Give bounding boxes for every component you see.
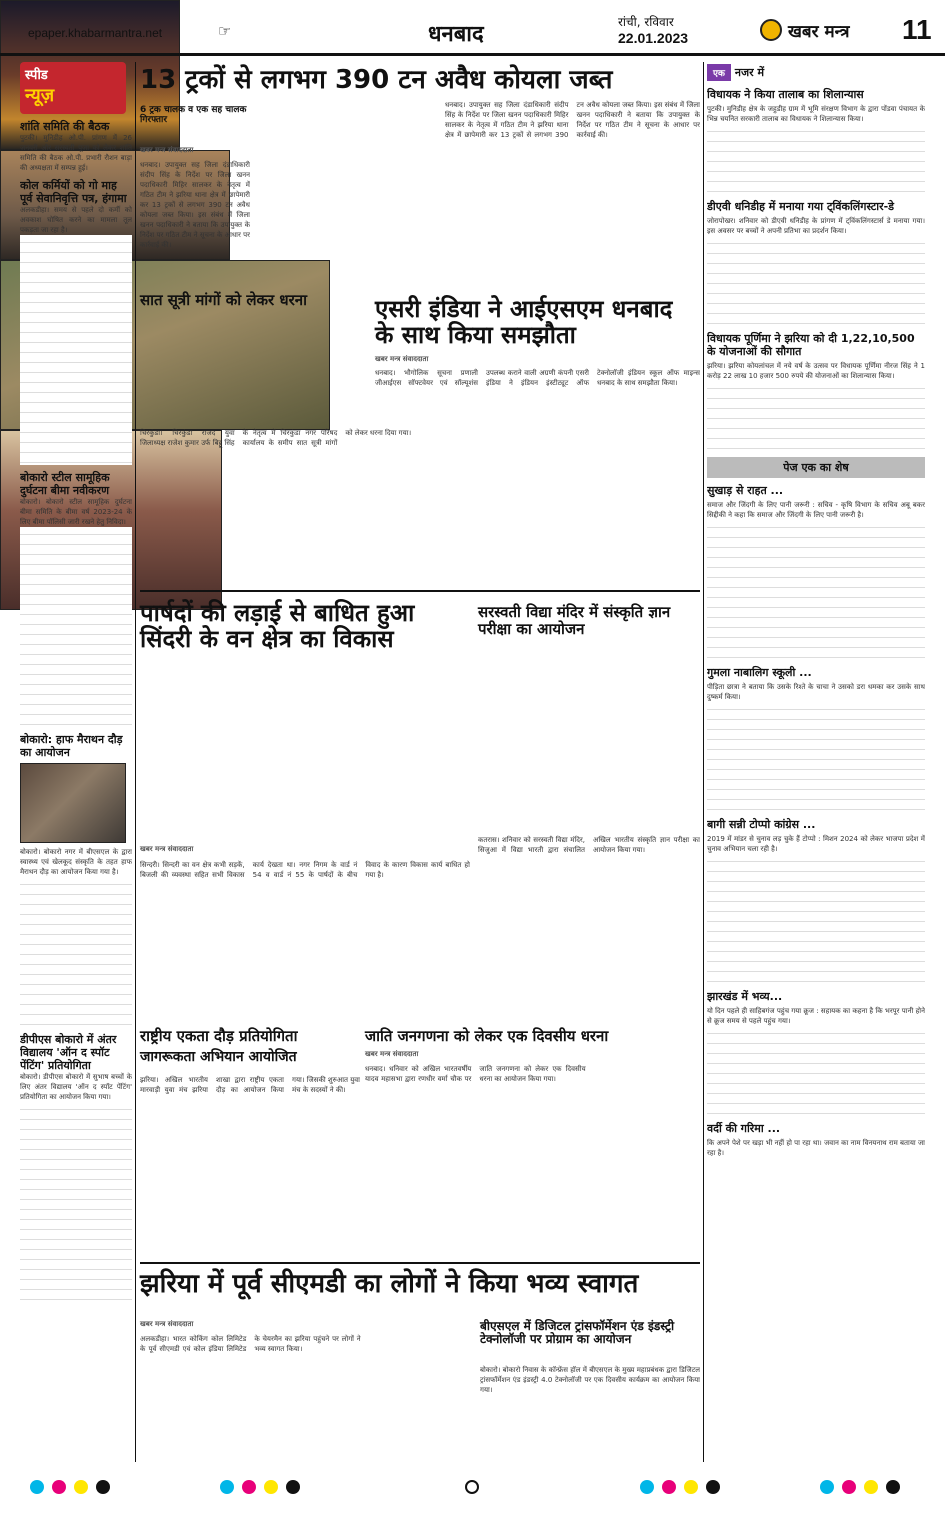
news-label: न्यूज़ — [25, 85, 55, 106]
byline: खबर मन्त्र संवाददाता — [365, 1050, 419, 1058]
marathon-photo — [20, 763, 126, 843]
brief-text-filler — [707, 381, 925, 451]
column-divider — [135, 62, 136, 1462]
remainder-title[interactable]: बागी सन्नी टोप्पो कांग्रेस ... — [707, 818, 816, 831]
brief-title: डीपीएस बोकारो में अंतर विद्यालय 'ऑन द स्पॉट पेंटिंग' प्रतियोगिता — [20, 1033, 117, 1072]
brief-text: बोकारो। बोकारो स्टील सामूहिक दुर्घटना बीमा समिति के बीमा वर्ष 2023-24 के लिए बीमा पॉलिसी जारी रखने हेतु निविदा। — [20, 498, 132, 526]
brief-title: बोकारो स्टील सामूहिक दुर्घटना बीमा नवीकरण — [20, 471, 110, 497]
brief-text-filler — [707, 702, 925, 812]
brief-text-filler — [20, 235, 132, 465]
brief-text-filler — [707, 520, 925, 660]
essar-article-text: धनबाद। भौगोलिक सूचना प्रणाली जीआईएस सॉफ्टवेयर एवं सॉल्यूशंस उपलब्ध कराने वाली अग्रणी कंपनी एसरी इंडिया ने इंडियन इंस्टीट्यूट ऑफ टेक्नोलॉजी इंडियन स्कूल ऑफ माइन्स धनबाद के साथ समझौता किया। — [375, 369, 700, 387]
brief-text: अलकडीहा। समय से पहले दो कर्मी को अवकाश घोषित करने का मामला तूल पकड़ता जा रहा है। — [20, 206, 132, 234]
cyan-dot — [820, 1480, 834, 1494]
lead-headline[interactable]: 13 ट्रकों से लगभग 390 टन अवैध कोयला जब्त — [140, 65, 613, 95]
right-item-title[interactable]: डीएवी धनिडीह में मनाया गया ट्विंकलिंगस्टार-डे — [707, 200, 895, 213]
jati-headline[interactable]: जाति जनगणना को लेकर एक दिवसीय धरना — [365, 1027, 609, 1045]
right-item-text: पुटकी। मुनिडीह क्षेत्र के जहुडीह ग्राम में भूमि संरक्षण विभाग के द्वारा पोंडवा पंचायत के भिन्न चयनित सरकारी तालाब का विधायक ने शिलान्यास किया। — [707, 105, 925, 123]
remainder-text: 2019 में मांडर से चुनाव लड़ चुके हैं टोप्पो : मिशन 2024 को लेकर भाजपा प्रदेश में चुनाव अभियान चला रही है। — [707, 835, 925, 853]
remainder-title[interactable]: झारखंड में भव्य... — [707, 990, 783, 1003]
ek-tag: एक — [707, 64, 731, 81]
remainder-text: यो दिन पहले ही साहिबगंज पहुंच गया क्रूज : सहायक का कहना है कि भरपूर पानी होने से क्रूज समय से पहले पहुंच गया। — [707, 1007, 925, 1025]
brief-text-filler — [20, 527, 132, 727]
pointer-icon: ☞ — [218, 22, 232, 40]
brief-text-filler — [20, 1102, 132, 1302]
column-divider — [703, 62, 704, 1462]
dharna-article-text: चिरकुंडा। चिरकुंडा राजद युवा जिलाध्यक्ष राजेश कुमार उर्फ बिट्टू सिंह के नेतृत्व में चिरकुंडा नगर परिषद कार्यालय के समीप सात सूत्री मांगों को लेकर धरना दिया गया। — [140, 429, 412, 447]
right-item-text: झरिया। झरिया कोयलांचल में नये वर्ष के उत्सव पर विधायक पूर्णिमा नीरज सिंह ने 1 करोड़ 22 लाख 10 हजार 500 रुपये की योजनाओं का शिलान्यास किया। — [707, 362, 925, 380]
dharna-headline[interactable]: सात सूत्री मांगों को लेकर धरना — [140, 291, 307, 309]
speed-label: स्पीड — [25, 68, 48, 83]
crosshair-icon — [465, 1480, 479, 1494]
saraswati-article-text: कतरास। शनिवार को सरस्वती विद्या मंदिर, सिजुआ में विद्या भारती द्वारा संचालित अखिल भारतीय संस्कृति ज्ञान परीक्षा का आयोजन किया गया। — [478, 836, 700, 854]
remainder-text: कि अपने पेशे पर खड़ा भी नहीं हो पा रहा था। जवान का नाम विनयनाथ राम बताया जा रहा है। — [707, 1139, 925, 1157]
bsl-article-text: बोकारो। बोकारो निवास के कॉन्फ्रेंस हॉल में बीएसएल के मुख्य महाप्रबंधक द्वारा डिजिटल ट्रांसफॉर्मेशन एंड इंडस्ट्री 4.0 टेक्नोलॉजी पर एक दिवसीय कार्यक्रम का आयोजन किया गया। — [480, 1366, 700, 1394]
remainder-text: समाज और जिंदगी के लिए पानी जरूरी : सचिव - कृषि विभाग के सचिव अबू बकर सिद्दीकी ने कहा कि समाज और जिंदगी के लिए पानी जरूरी है। — [707, 501, 925, 519]
yellow-dot — [264, 1480, 278, 1494]
remainder-text: पीड़िता छात्रा ने बताया कि उसके रिश्ते के चाचा ने उसको डरा धमका कर उसके साथ दुष्कर्म किया। — [707, 683, 925, 701]
ek-nazar-header — [707, 62, 925, 82]
black-dot — [706, 1480, 720, 1494]
magenta-dot — [52, 1480, 66, 1494]
brief-text-filler — [707, 236, 925, 326]
right-item-title[interactable]: विधायक पूर्णिमा ने झरिया को दी 1,22,10,500 के योजनाओं की सौगात — [707, 332, 915, 358]
epaper-url[interactable]: epaper.khabarmantra.net — [28, 26, 163, 40]
jharia-headline[interactable]: झरिया में पूर्व सीएमडी का लोगों ने किया भव्य स्वागत — [140, 1269, 639, 1299]
yellow-dot — [74, 1480, 88, 1494]
right-item-text: जोरापोखर। शनिवार को डीएवी धनिडीह के प्रांगण में ट्विंकलिंगस्टार्स डे मनाया गया। इस अवसर पर बच्चों ने अपनी प्रतिभा का प्रदर्शन किया। — [707, 217, 925, 235]
essar-headline[interactable]: एसरी इंडिया ने आईएसएम धनबाद के साथ किया समझौता — [375, 295, 673, 350]
byline: खबर मन्त्र संवाददाता — [140, 845, 194, 853]
black-dot — [886, 1480, 900, 1494]
byline: खबर मन्त्र संवाददाता — [140, 146, 194, 154]
jati-article-text: धनबाद। धनिवार को अखिल भारतवर्षीय यादव महासभा द्वारा रणधीर वर्मा चौक पर जाति जनगणना को लेकर एक दिवसीय धरना का आयोजन किया गया। — [365, 1065, 586, 1083]
nazar-label: नजर में — [734, 65, 765, 79]
brief-text-filler — [707, 1026, 925, 1116]
city-day: रांची, रविवार — [618, 15, 674, 29]
ekta-article-text: झरिया। अखिल भारतीय मारवाड़ी युवा मंच झरिया शाखा द्वारा राष्ट्रीय एकता दौड़ का आयोजन किया गया। जिसकी शुरुआत युवा मंच के सदस्यों ने की। — [140, 1076, 360, 1094]
brand-name: खबर मन्त्र — [788, 21, 850, 42]
right-item-title[interactable]: विधायक ने किया तालाब का शिलान्यास — [707, 88, 864, 101]
print-registration-marks — [0, 1480, 945, 1504]
brief-title: कोल कर्मियों को गो माह पूर्व सेवानिवृत्ति पत्र, हंगामा — [20, 179, 127, 205]
ekta-subheadline: जागरूकता अभियान आयोजित — [140, 1049, 297, 1065]
issue-date: 22.01.2023 — [618, 30, 689, 46]
jharia-article-text: अलकडीहा। भारत कोकिंग कोल लिमिटेड के पूर्व सीएमडी एवं कोल इंडिया लिमिटेड के चेयरमैन का झरिया पहुंचने पर लोगों ने भव्य स्वागत किया। — [140, 1335, 361, 1353]
lead-subheadline: 6 ट्रक चालक व एक सह चालक गिरफ्तार — [140, 105, 247, 125]
sindri-article-text: सिन्दरी। सिन्दरी का वन क्षेत्र कभी सड़कें, बिजली की व्यवस्था सहित सभी विकास कार्य देखता था। नगर निगम के वार्ड नं 54 व वार्ड नं 55 के पार्षदों के बीच विवाद के कारण विकास कार्य बाधित हो गया है। — [140, 861, 470, 879]
masthead — [0, 0, 945, 56]
page-one-remainder-title: पेज एक का शेष — [707, 457, 925, 478]
brief-title: शांति समिति की बैठक — [20, 120, 110, 133]
section-rule — [140, 590, 700, 592]
brief-text-filler — [707, 124, 925, 194]
remainder-title[interactable]: गुमला नाबालिग स्कूली ... — [707, 666, 812, 679]
speed-news-banner — [20, 62, 126, 114]
dateline — [618, 14, 688, 46]
right-news-column — [707, 62, 925, 1462]
black-dot — [96, 1480, 110, 1494]
yellow-dot — [684, 1480, 698, 1494]
page-number: 11 — [902, 14, 932, 45]
black-dot — [286, 1480, 300, 1494]
brand-logo — [760, 16, 850, 44]
cyan-dot — [30, 1480, 44, 1494]
brand-circle-icon — [760, 19, 782, 41]
left-news-column — [20, 62, 132, 1462]
magenta-dot — [842, 1480, 856, 1494]
byline: खबर मन्त्र संवाददाता — [140, 1320, 194, 1328]
lead-article-continued: धनबाद। उपायुक्त सह जिला दंडाधिकारी संदीप सिंह के निर्देश पर जिला खनन पदाधिकारी मिहिर सालकर के नेतृत्व में गठित टीम ने झरिया थाना क्षेत्र में छापेमारी कर 13 ट्रकों से लगभग 390 टन अवैध कोयला जब्त किया। इस संबंध में जिला खनन पदाधिकारी ने बताया कि उपायुक्त के निर्देश पर गठित टीम ने सूचना के आधार पर कार्रवाई की। — [445, 101, 700, 139]
magenta-dot — [242, 1480, 256, 1494]
remainder-title[interactable]: वर्दी की गरिमा ... — [707, 1122, 781, 1135]
brief-text-filler — [20, 877, 132, 1027]
yellow-dot — [864, 1480, 878, 1494]
section-title: धनबाद — [428, 22, 484, 47]
saraswati-headline[interactable]: सरस्वती विद्या मंदिर में संस्कृति ज्ञान परीक्षा का आयोजन — [478, 603, 671, 638]
byline: खबर मन्त्र संवाददाता — [375, 355, 429, 363]
brief-text: पुटकी। मुनिडीह ओ.पी. प्रांगण में 26 जनवरी और सरस्वती पूजा को लेकर शांति समिति की बैठक ओ.पी. प्रभारी रौशन बाड़ा की अध्यक्षता में सम्पन्न हुई। — [20, 134, 132, 172]
cyan-dot — [220, 1480, 234, 1494]
lead-article-text: धनबाद। उपायुक्त सह जिला दंडाधिकारी संदीप सिंह के निर्देश पर जिला खनन पदाधिकारी मिहिर सालकर के नेतृत्व में गठित टीम ने झरिया थाना क्षेत्र में छापेमारी कर 13 ट्रकों से लगभग 390 टन अवैध कोयला जब्त किया। इस संबंध में जिला खनन पदाधिकारी ने बताया कि उपायुक्त के निर्देश पर गठित टीम ने सूचना के आधार पर कार्रवाई की। — [140, 161, 250, 249]
section-rule — [140, 1262, 700, 1264]
sindri-headline[interactable]: पार्षदों की लड़ाई से बाधित हुआ सिंदरी के वन क्षेत्र का विकास — [140, 599, 415, 654]
brief-text: बोकारो। बोकारो नगर में बीएसएल के द्वारा स्वास्थ्य एवं खेलकूद संस्कृति के तहत हाफ मैराथन दौड़ का आयोजन किया गया है। — [20, 848, 132, 876]
magenta-dot — [662, 1480, 676, 1494]
brief-title: बोकारो: हाफ मैराथन दौड़ का आयोजन — [20, 733, 123, 759]
brief-text-filler — [707, 854, 925, 984]
bsl-headline[interactable]: बीएसएल में डिजिटल ट्रांसफॉर्मेशन एंड इंडस्ट्री टेक्नोलॉजी पर प्रोग्राम का आयोजन — [480, 1319, 675, 1347]
ekta-headline[interactable]: राष्ट्रीय एकता दौड़ प्रतियोगिता — [140, 1027, 298, 1045]
brief-text: बोकारो। डीपीएस बोकारो में सुभाष बच्चों के लिए अंतर विद्यालय 'ऑन द स्पॉट पेंटिंग' प्रतियोगिता का आयोजन किया गया। — [20, 1073, 132, 1101]
remainder-title[interactable]: सुखाड़ से राहत ... — [707, 484, 784, 497]
cyan-dot — [640, 1480, 654, 1494]
